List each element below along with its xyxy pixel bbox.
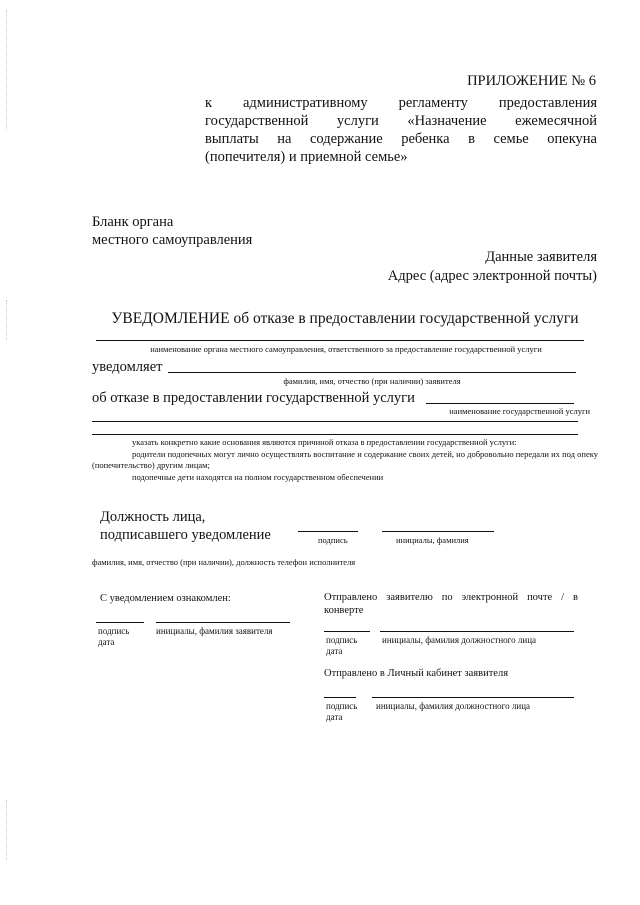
applicant-fio-line <box>168 372 576 373</box>
sent-cabinet-initials-line <box>372 697 574 698</box>
reason-line-2 <box>92 434 578 435</box>
signatory-signature-line <box>298 531 358 532</box>
org-name-line <box>96 340 584 341</box>
sent-cabinet-title: Отправлено в Личный кабинет заявителя <box>324 668 509 679</box>
applicant-address: Адрес (адрес электронной почты) <box>387 268 597 284</box>
notifies-label: уведомляет <box>92 359 163 375</box>
sent-email-title-line-1: Отправлено заявителю по электронной почте / в <box>324 592 578 603</box>
reason-2: подопечные дети находятся на полном государственном обеспечении <box>132 472 384 482</box>
signatory-initials-line <box>382 531 494 532</box>
acknowledgement-title: С уведомлением ознакомлен: <box>100 593 231 604</box>
sent-email-initials-line <box>380 631 574 632</box>
sent-cabinet-signature-line <box>324 697 356 698</box>
reason-1: родители подопечных могут лично осуществлять воспитание и содержание своих детей, но добровольно передали их под опеку (попечительство) другим лицам; <box>92 449 598 470</box>
appendix-line-1: к административному регламенту предоставления <box>205 95 597 111</box>
signatory-line-2: подписавшего уведомление <box>100 527 271 543</box>
appendix-line-4: (попечителя) и приемной семье» <box>205 149 408 165</box>
scan-margin-artifact <box>6 800 8 860</box>
org-blank-line-1: Бланк органа <box>92 214 174 230</box>
sent-cabinet-signature-caption: подпись <box>326 701 358 711</box>
acknowledgement-date-caption: дата <box>98 637 115 647</box>
applicant-fio-caption: фамилия, имя, отчество (при наличии) заявителя <box>283 376 461 386</box>
acknowledgement-initials-line <box>156 622 290 623</box>
appendix-title: ПРИЛОЖЕНИЕ № 6 <box>467 73 596 89</box>
service-name-caption: наименование государственной услуги <box>449 406 590 416</box>
scan-margin-artifact <box>6 300 8 340</box>
appendix-line-3: выплаты на содержание ребенка в семье опекуна <box>205 131 597 147</box>
acknowledgement-initials-caption: инициалы, фамилия заявителя <box>156 626 273 636</box>
appendix-line-2: государственной услуги «Назначение ежемесячной <box>205 113 597 129</box>
scan-margin-artifact <box>6 10 8 130</box>
sent-email-initials-caption: инициалы, фамилия должностного лица <box>382 635 537 645</box>
executor-caption: фамилия, имя, отчество (при наличии), должность телефон исполнителя <box>92 557 356 567</box>
notice-title: УВЕДОМЛЕНИЕ об отказе в предоставлении государственной услуги <box>111 310 579 327</box>
refusal-label: об отказе в предоставлении государственной услуги <box>92 390 415 406</box>
signatory-line-1: Должность лица, <box>100 509 206 525</box>
signatory-signature-caption: подпись <box>318 535 348 545</box>
service-name-line <box>426 403 574 404</box>
sent-cabinet-date-caption: дата <box>326 712 343 722</box>
org-name-caption: наименование органа местного самоуправления, ответственного за предоставление государственной услуги <box>150 344 542 354</box>
reasons-caption: указать конкретно какие основания являются причиной отказа в предоставлении государственной услуги: <box>132 437 517 447</box>
acknowledgement-signature-line <box>96 622 144 623</box>
sent-email-title-line-2: конверте <box>324 605 364 616</box>
reason-line-1 <box>92 421 578 422</box>
sent-cabinet-initials-caption: инициалы, фамилия должностного лица <box>376 701 531 711</box>
applicant-data: Данные заявителя <box>485 249 597 265</box>
sent-email-signature-line <box>324 631 370 632</box>
org-blank-line-2: местного самоуправления <box>92 232 253 248</box>
sent-email-signature-caption: подпись <box>326 635 358 645</box>
sent-email-date-caption: дата <box>326 646 343 656</box>
signatory-initials-caption: инициалы, фамилия <box>396 535 469 545</box>
acknowledgement-signature-caption: подпись <box>98 626 130 636</box>
